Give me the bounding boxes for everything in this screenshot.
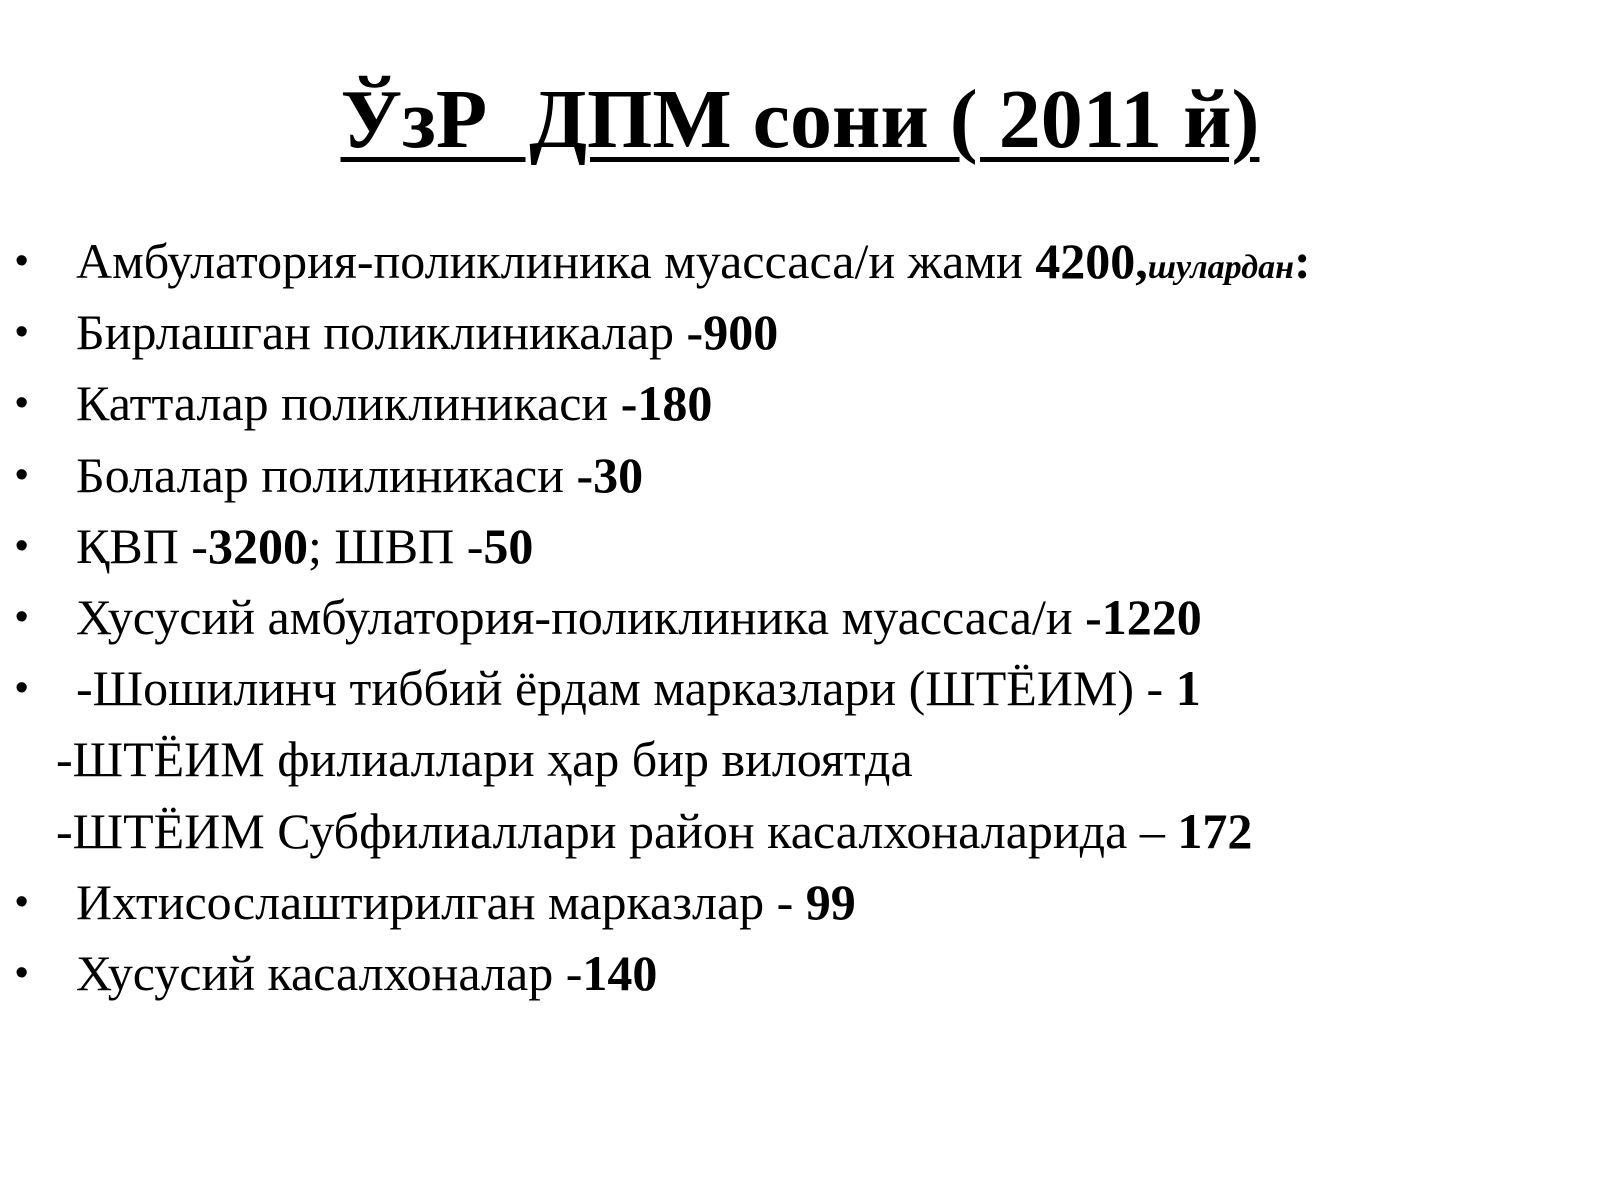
list-item-text xyxy=(56,724,913,795)
list-item-text xyxy=(76,226,1311,303)
bullet-icon: • xyxy=(15,453,29,496)
item-label: ҚВП - xyxy=(76,517,208,574)
list-item xyxy=(0,368,1600,439)
slide-title: ЎзР ДПМ сони ( 2011 й) xyxy=(340,73,1260,166)
bullet-icon: • xyxy=(15,311,29,354)
item-value: 172 xyxy=(1177,802,1253,859)
bullet-icon: • xyxy=(15,240,29,282)
item-value: 50 xyxy=(483,517,534,574)
bullet-icon: • xyxy=(15,595,29,638)
list-item xyxy=(0,226,1600,297)
list-subitem xyxy=(0,724,1600,795)
bullet-icon: • xyxy=(15,524,29,567)
item-label: Амбулатория-поликлиника муассаса/и жами xyxy=(76,233,1036,289)
item-value: -180 xyxy=(620,375,713,432)
item-value: 140 xyxy=(582,944,658,1001)
item-label: Ихтисослаштирилган марказлар - xyxy=(76,873,806,930)
bullet-icon: • xyxy=(15,382,29,425)
item-label: Катталар поликлиникаси xyxy=(76,375,621,432)
list-item xyxy=(0,867,1600,938)
item-label: -Шошилинч тиббий ёрдам марказлари (ШТЁИМ) - xyxy=(76,660,1176,717)
list-item xyxy=(0,511,1600,582)
item-value: -30 xyxy=(576,446,644,503)
list-item xyxy=(0,297,1600,368)
list-item-text xyxy=(76,938,657,1009)
bullet-icon: • xyxy=(15,951,29,994)
list-subitem xyxy=(0,796,1600,867)
item-value: 1 xyxy=(1175,660,1201,717)
item-label: -ШТЁИМ филиаллари ҳар бир вилоятда xyxy=(56,731,913,788)
list-item xyxy=(0,653,1600,724)
list-item xyxy=(0,440,1600,511)
item-value: -1220 xyxy=(1085,588,1202,645)
list-item-text xyxy=(76,867,856,938)
bullet-icon: • xyxy=(15,880,29,923)
item-note: шулардан xyxy=(1147,249,1294,286)
item-value: -900 xyxy=(686,304,779,361)
list-item-text xyxy=(56,796,1252,867)
list-item-text xyxy=(76,653,1201,724)
item-label: Болалар полилиникаси xyxy=(76,446,577,503)
bullet-icon: • xyxy=(15,667,29,710)
item-label: Хусусий касалхоналар - xyxy=(76,944,583,1001)
list-item-text xyxy=(76,368,712,439)
item-label: Хусусий амбулатория-поликлиника муассаса/и xyxy=(76,588,1086,645)
list-item-text xyxy=(76,297,778,368)
item-value: 4200, xyxy=(1035,233,1148,289)
item-value: 3200 xyxy=(207,517,308,574)
facility-list xyxy=(0,226,1600,1009)
item-label: Бирлашган поликлиникалар xyxy=(76,304,687,361)
item-suffix: : xyxy=(1293,233,1311,289)
list-item-text xyxy=(76,511,533,582)
item-label: ; ШВП - xyxy=(307,517,484,574)
list-item-text xyxy=(76,582,1202,653)
item-label: -ШТЁИМ Субфилиаллари район касалхоналарида – xyxy=(56,802,1178,859)
list-item xyxy=(0,938,1600,1009)
list-item-text xyxy=(76,440,643,511)
item-value: 99 xyxy=(805,873,856,930)
list-item xyxy=(0,582,1600,653)
